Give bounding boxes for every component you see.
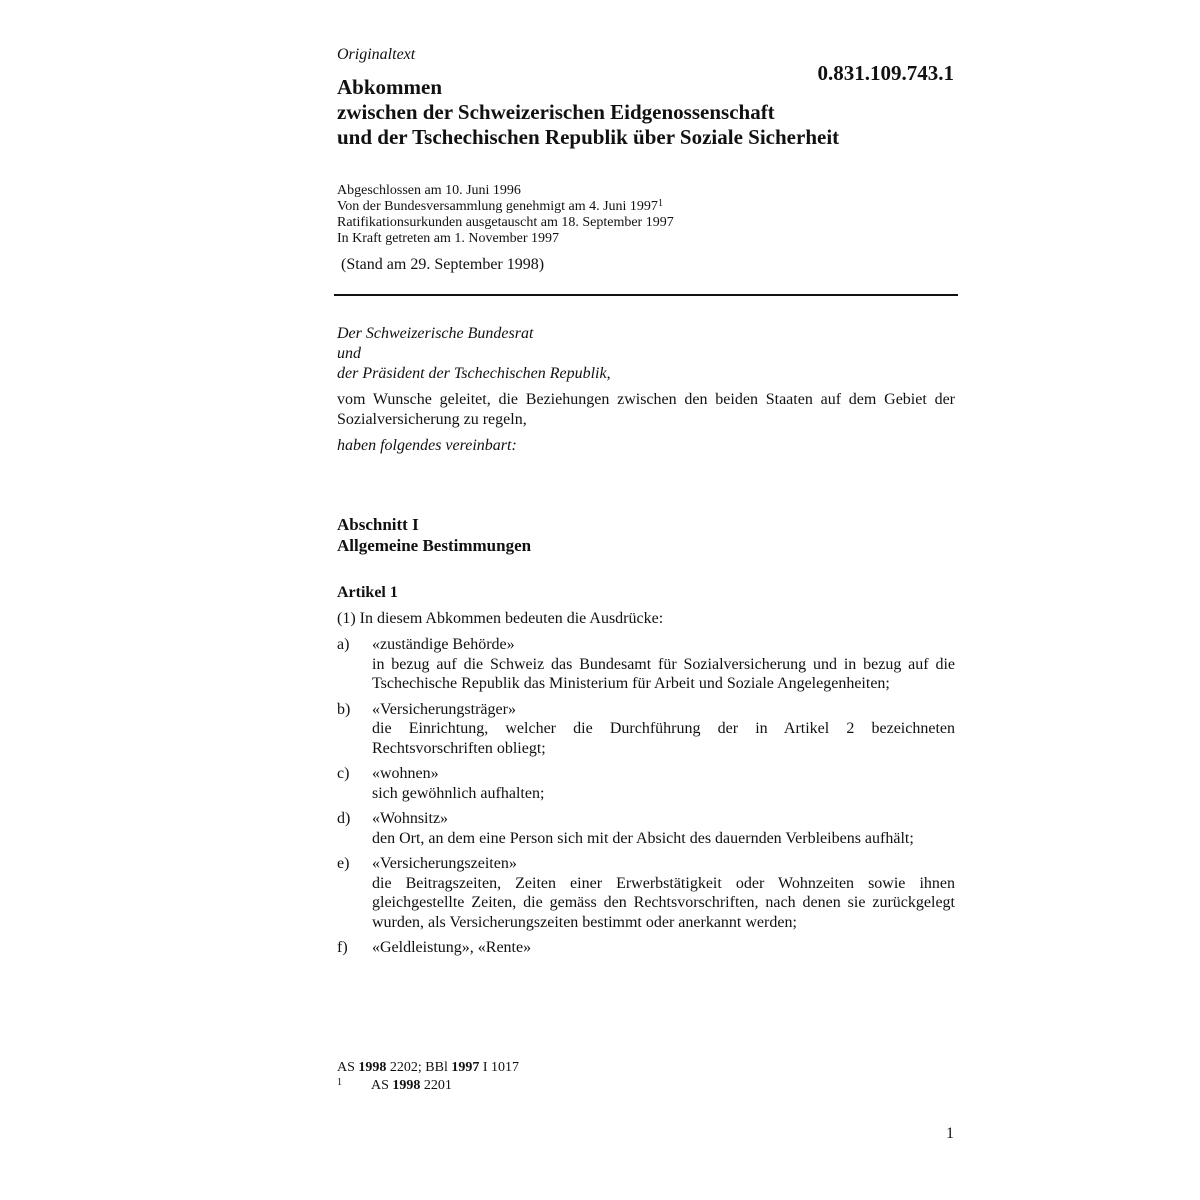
definition-term: «zuständige Behörde»: [372, 636, 515, 653]
section-number: Abschnitt I: [337, 515, 419, 534]
definition-item: [337, 938, 955, 958]
approved-date-line: [337, 199, 674, 215]
footnote-1-page: 2201: [423, 1078, 452, 1093]
header-divider: [334, 294, 958, 296]
footnote-1-mark: 1: [337, 1077, 342, 1088]
preamble-conjunction: und: [337, 345, 361, 362]
definition-term: «wohnen»: [372, 765, 439, 782]
preamble-motive: vom Wunsche geleitet, die Beziehungen zwischen den beiden Staaten auf dem Gebiet der Sozialversicherung zu regeln,: [337, 391, 955, 428]
title-line-3: und der Tschechischen Republik über Soziale Sicherheit: [337, 125, 840, 149]
definition-item: [337, 809, 955, 848]
definition-text: die Beitragszeiten, Zeiten einer Erwerbstätigkeit oder Wohnzeiten sowie ihnen gleichgestellte Zeiten, die gemäss den Rechtsvorschriften, nach denen sie zurückgelegt wurden, als Versicherungszeiten bestimmt oder anerkannt werden;: [372, 874, 955, 931]
footnote-1-prefix: AS: [371, 1078, 389, 1093]
definition-letter: f): [337, 939, 348, 956]
original-text-label: Originaltext: [337, 46, 416, 63]
document-title: [337, 75, 839, 150]
ratified-date: Ratifikationsurkunden ausgetauscht am 18. September 1997: [337, 215, 674, 230]
status-date: (Stand am 29. September 1998): [341, 256, 545, 273]
definition-letter: a): [337, 636, 350, 653]
source-page-2: I 1017: [482, 1060, 520, 1075]
sr-number: 0.831.109.743.1: [817, 61, 954, 85]
title-line-2: zwischen der Schweizerischen Eidgenossenschaft: [337, 100, 775, 124]
definition-text: in bezug auf die Schweiz das Bundesamt für Sozialversicherung und in bezug auf die Tschechische Republik das Ministerium für Arbeit und Soziale Angelegenheiten;: [372, 655, 955, 692]
preamble-agreed: haben folgendes vereinbart:: [337, 437, 517, 454]
source-citation: [337, 1059, 519, 1077]
article-heading: Artikel 1: [337, 584, 398, 601]
definition-text: die Einrichtung, welcher die Durchführung der in Artikel 2 bezeichneten Rechtsvorschriften obliegt;: [372, 720, 955, 757]
definition-item: [337, 700, 955, 759]
definition-item: [337, 854, 955, 932]
source-year-1: 1998: [358, 1060, 387, 1075]
footnote-ref-1[interactable]: 1: [657, 198, 663, 209]
definition-text: sich gewöhnlich aufhalten;: [372, 784, 545, 802]
definition-term: «Versicherungsträger»: [372, 700, 516, 718]
section-title: Allgemeine Bestimmungen: [337, 536, 532, 555]
definition-item: [337, 635, 955, 694]
source-prefix: AS: [337, 1060, 355, 1075]
footnote-1-year: 1998: [392, 1078, 421, 1093]
title-line-1: Abkommen: [337, 75, 443, 99]
definition-letter: e): [337, 855, 350, 872]
page-number: 1: [946, 1125, 954, 1142]
preamble-party-1: Der Schweizerische Bundesrat: [337, 325, 534, 342]
source-page-1: 2202; BBl: [389, 1060, 448, 1075]
definition-letter: c): [337, 765, 350, 782]
footnotes: [337, 1059, 519, 1095]
article-intro: (1) In diesem Abkommen bedeuten die Ausdrücke:: [337, 610, 664, 627]
definition-term: «Geldleistung», «Rente»: [372, 939, 532, 956]
definition-item: [337, 764, 955, 803]
concluded-date: Abgeschlossen am 10. Juni 1996: [337, 183, 521, 198]
definition-term: «Wohnsitz»: [372, 810, 449, 827]
in-force-date: In Kraft getreten am 1. November 1997: [337, 231, 559, 246]
treaty-metadata: [337, 183, 674, 247]
definition-term: «Versicherungszeiten»: [372, 855, 517, 872]
definition-letter: b): [337, 700, 351, 718]
definition-letter: d): [337, 810, 351, 827]
preamble: [337, 324, 955, 456]
preamble-party-2: der Präsident der Tschechischen Republik,: [337, 365, 611, 382]
source-year-2: 1997: [451, 1060, 480, 1075]
definition-text: den Ort, an dem eine Person sich mit der Absicht des dauernden Verbleibens aufhält;: [372, 829, 914, 847]
section-heading: [337, 514, 531, 556]
definition-list: [337, 635, 955, 964]
approved-date: Von der Bundesversammlung genehmigt am 4. Juni 1997: [337, 199, 658, 214]
footnote-1: [337, 1077, 519, 1095]
